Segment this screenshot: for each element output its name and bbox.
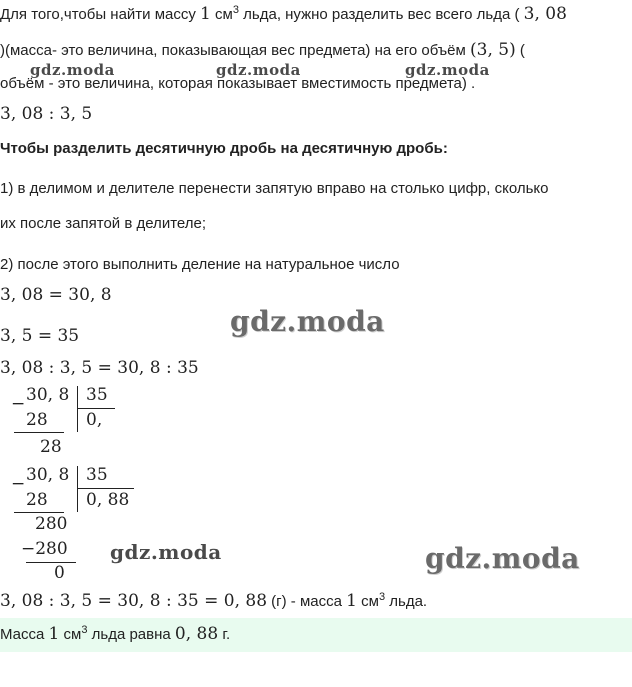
rule-step-1-cont: их после запятой в делителе; [0, 215, 207, 232]
watermark: gdz.moda [30, 61, 115, 79]
text: Масса [0, 626, 49, 643]
minus-sign: − [11, 474, 26, 494]
math: 1 [48, 624, 60, 644]
text: ( [515, 42, 525, 59]
text: )(масса- это величина, показывающая вес предмета) на его объём [0, 42, 470, 59]
equation-3: 3, 08 : 3, 5 = 30, 8 : 35 [0, 358, 199, 378]
text: льда, нужно разделить вес всего льда ( [238, 6, 524, 23]
sub-underline [14, 432, 64, 433]
final-equation [0, 591, 427, 611]
subtrahend: 28 [26, 410, 48, 430]
sub-underline [26, 562, 76, 563]
sub-underline [14, 512, 64, 513]
subtrahend: 28 [26, 490, 48, 510]
equation-1: 3, 08 = 30, 8 [0, 285, 112, 305]
exponent: 3 [81, 624, 88, 636]
exponent: 3 [232, 4, 239, 16]
text: (г) - масса [267, 593, 347, 610]
equation-2: 3, 5 = 35 [0, 326, 80, 346]
math: 0, 88 [174, 624, 219, 644]
remainder: 28 [40, 437, 62, 457]
watermark: gdz.moda [425, 542, 580, 575]
dividend: 30, 8 [26, 385, 70, 405]
quotient: 0, [86, 410, 103, 430]
text: льда равна [87, 626, 175, 643]
remainder: 0 [54, 563, 65, 583]
division-bar [77, 386, 78, 432]
math: 3, 08 : 3, 5 = 30, 8 : 35 = 0, 88 [0, 591, 268, 611]
divisor-underline [77, 408, 115, 409]
divisor: 35 [86, 385, 108, 405]
divisor: 35 [86, 465, 108, 485]
text: см [59, 626, 82, 643]
quotient: 0, 88 [86, 490, 130, 510]
divisor-underline [77, 488, 134, 489]
math: 1 [200, 4, 211, 24]
text: г. [218, 626, 231, 643]
rule-step-1: 1) в делимом и делителе перенести запятую вправо на столько цифр, сколько [0, 180, 549, 197]
math: (3, 5) [470, 40, 516, 60]
exponent: 3 [378, 591, 386, 603]
text: Для того,чтобы найти массу [0, 6, 201, 23]
text: льда. [385, 593, 428, 610]
answer-text [0, 624, 230, 644]
dividend: 30, 8 [26, 465, 70, 485]
watermark: gdz.moda [216, 61, 301, 79]
intro-line-3: объём - это величина, которая показывает вместимость предмета) . [0, 75, 476, 92]
watermark: gdz.moda [110, 540, 222, 564]
remainder: 280 [35, 514, 68, 534]
expression: 3, 08 : 3, 5 [0, 104, 93, 124]
rule-step-2: 2) после этого выполнить деление на натуральное число [0, 256, 400, 273]
watermark: gdz.moda [230, 305, 385, 338]
math: 3, 08 [523, 4, 567, 24]
watermark: gdz.moda [405, 61, 490, 79]
rule-title: Чтобы разделить десятичную дробь на десятичную дробь: [0, 140, 448, 157]
division-bar [77, 466, 78, 512]
answer-box [0, 618, 632, 652]
math: 1 [346, 591, 357, 611]
text: см [356, 593, 379, 610]
text: см [210, 6, 233, 23]
intro-line-1 [0, 4, 567, 24]
minus-sign: − [11, 394, 26, 414]
subtrahend: −280 [21, 539, 68, 559]
intro-line-2 [0, 40, 525, 60]
